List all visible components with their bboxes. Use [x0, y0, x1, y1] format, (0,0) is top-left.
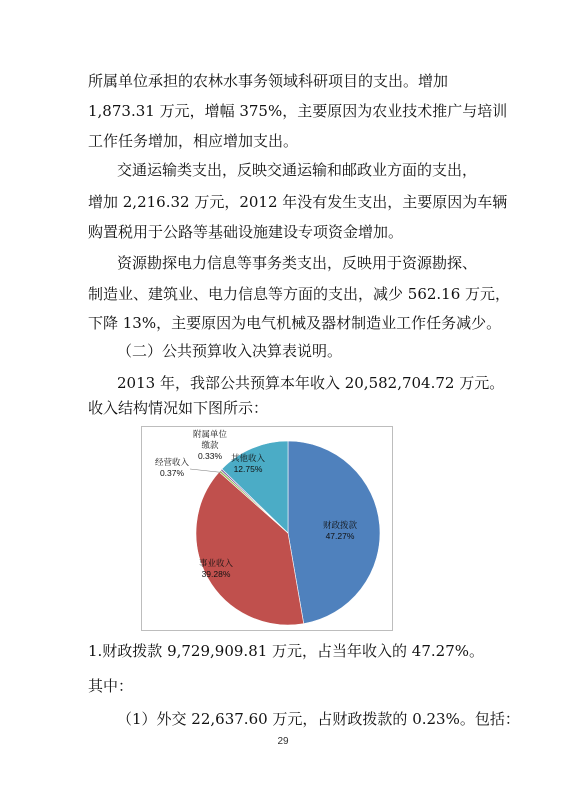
pie-category-label: 其他收入 [230, 453, 266, 463]
pie-percent-label: 0.33% [197, 451, 223, 461]
paragraph-line: 资源勘探电力信息等事务类支出，反映用于资源勘探、 [117, 254, 478, 272]
paragraph-line: 增加 2,216.32 万元，2012 年没有发生支出，主要原因为车辆 [88, 193, 508, 211]
paragraph-line: 所属单位承担的农林水事务领域科研项目的支出。增加 [88, 72, 449, 90]
paragraph-line: 下降 13%，主要原因为电气机械及器材制造业工作任务减少。 [88, 314, 502, 332]
paragraph-line: 购置税用于公路等基础设施建设专项资金增加。 [88, 223, 404, 241]
paragraph-line: 其中： [88, 677, 134, 695]
pie-category-label: 财政拨款 [322, 520, 358, 530]
pie-leader-line [190, 469, 221, 472]
pie-category-label: 缴款 [201, 440, 219, 450]
pie-percent-label: 12.75% [233, 464, 263, 474]
paragraph-line: 1,873.31 万元，增幅 375%，主要原因为农业技术推广与培训 [88, 102, 508, 120]
pie-percent-label: 47.27% [325, 531, 355, 541]
paragraph-line: 收入结构情况如下图所示： [88, 399, 269, 417]
paragraph-line: （1）外交 22,637.60 万元，占财政拨款的 0.23%。包括： [117, 710, 520, 728]
section-heading: （二）公共预算收入决算表说明。 [117, 342, 343, 360]
pie-category-label: 附属单位 [192, 429, 228, 439]
paragraph-line: 1.财政拨款 9,729,909.81 万元，占当年收入的 47.27%。 [88, 642, 485, 660]
pie-percent-label: 0.37% [159, 468, 185, 478]
paragraph-line: 制造业、建筑业、电力信息等方面的支出，减少 562.16 万元， [88, 285, 511, 303]
income-structure-pie-chart [141, 426, 393, 631]
page-number: 29 [277, 736, 289, 747]
pie-percent-label: 39.28% [201, 569, 231, 579]
paragraph-line: 2013 年，我部公共预算本年收入 20,582,704.72 万元。 [117, 374, 505, 392]
paragraph-line: 交通运输类支出，反映交通运输和邮政业方面的支出， [117, 161, 478, 179]
pie-chart-svg [142, 427, 392, 630]
pie-category-label: 经营收入 [154, 457, 190, 467]
pie-category-label: 事业收入 [198, 558, 234, 568]
paragraph-line: 工作任务增加，相应增加支出。 [88, 132, 299, 150]
